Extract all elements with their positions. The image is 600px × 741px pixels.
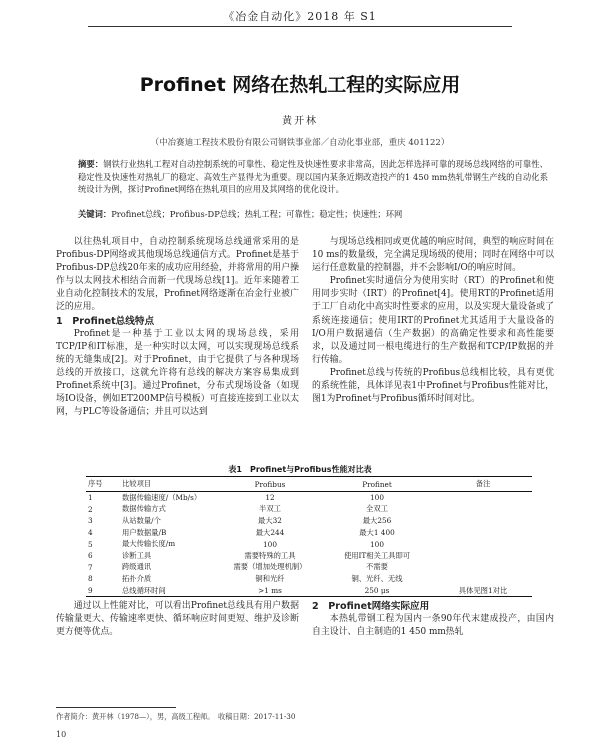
table-header-cell: 备注	[434, 477, 532, 492]
author-footnote: 作者简介：黄开林（1978—），男，高级工程师。 收稿日期：2017-11-30	[56, 712, 296, 721]
abstract-text: 钢铁行业热轧工程对自动控制系统的可靠性、稳定性及快速性要求非常高，因此怎样选择可靠的现场总线网络的可靠性、稳定性及快速性对热轧厂的稳定、高效生产显得尤为重要。现以国内某条近期改造投产的1 450 mm热轧带钢生产线的自动化系统设计为例，探讨Profinet网络在热轧项目的应用及其网络的优化设计。	[78, 159, 548, 194]
table-cell: 数据传输方式	[122, 504, 166, 514]
author-affiliation: （中冶赛迪工程技术股份有限公司钢铁事业部／自动化事业部，重庆 401122）	[150, 138, 450, 148]
table-1-caption: 表1 Profinet与Profibus性能对比表	[228, 465, 372, 474]
section-2-paragraph: 本热轧带钢工程为国内一条90年代末建成投产，由国内自主设计、自主制造的1 450 mm热轧	[312, 614, 554, 638]
footnote-divider	[56, 707, 176, 708]
table-cell: 最大244	[255, 527, 285, 537]
table-cell: 用户数据量/B	[122, 527, 167, 537]
section-1-paragraph: Profinet是一种基于工业以太网的现场总线，采用TCP/IP和IT标准，是一种实时以太网，可以实现现场总线系统的无缝集成[2]。对于Profinet，由于它提供了与各种现场总线的开放接口，这就允许将有总线的解决方案容易集成到Profinet系统中[3]。通过Profinet，分布式现场设备（如现场IO设备，例如ET200MP信号模板）可直接连接到工业以太网，与PLC等设备通信；并且可以达到	[56, 328, 299, 418]
keywords	[78, 208, 548, 220]
table-cell: 1	[88, 493, 93, 503]
table-cell: >1 ms	[220, 585, 320, 597]
table-row	[86, 585, 532, 597]
table-row	[86, 492, 532, 504]
table-cell: 使用IT相关工具即可	[343, 550, 411, 560]
table-cell: 2	[88, 504, 93, 514]
table-cell: 9	[86, 585, 120, 597]
body-bottom-right	[312, 600, 554, 639]
table-cell: 不需要	[366, 562, 388, 572]
table-header-cell: 比较项目	[120, 477, 220, 492]
keywords-text: Profinet总线；Profibus-DP总线；热轧工程；可靠性；稳定性；快速性；环网	[111, 209, 403, 219]
table-header-cell: 序号	[86, 477, 120, 492]
table-cell: 总线循环时间	[120, 585, 220, 597]
table-cell: 全双工	[366, 504, 388, 514]
table-cell: 7	[88, 562, 93, 572]
right-paragraph-1: 与现场总线相同或更优越的响应时间，典型的响应时间在10 ms的数量级，完全满足现场级的使用；同时在网络中可以运行任意数量的控制器，并不会影响I/O的响应时间。	[312, 237, 554, 274]
table-cell: 具体见图1对比	[434, 585, 532, 597]
table-cell: 跨级通讯	[122, 562, 152, 572]
table-cell: 半双工	[259, 504, 281, 514]
article-title: Profinet 网络在热轧工程的实际应用	[139, 74, 461, 96]
table-cell: 100	[370, 493, 384, 503]
table-row	[86, 538, 532, 550]
table-cell: 6	[88, 551, 93, 561]
table-header-cell: Profibus	[220, 477, 320, 492]
table-cell: 250 μs	[320, 585, 434, 597]
table-row	[86, 573, 532, 585]
running-header: 《冶金自动化》2018 年 S1	[223, 10, 377, 23]
table-cell	[434, 550, 532, 562]
table-cell: 最大1 400	[359, 527, 395, 537]
table-cell	[434, 562, 532, 574]
table-cell: 最大32	[258, 515, 282, 525]
table-cell	[434, 492, 532, 504]
abstract-label: 摘要：	[78, 159, 104, 169]
keywords-label: 关键词：	[78, 209, 112, 219]
body-bottom-left	[56, 600, 299, 639]
table-cell: 需要（增加处理机制）	[233, 562, 307, 572]
table-row	[86, 562, 532, 574]
table-header-row	[86, 477, 532, 492]
intro-paragraph: 以往热轧项目中，自动控制系统现场总线通常采用的是Profibus-DP网络或其他现场总线通信方式。Profinet是基于Profibus-DP总线20年来的成功应用经验，并将常用的用户操作与以太网技术相结合而新一代现场总线[1]。近年来随着工业自动化控制技术的发展，Profinet网络逐渐在冶金行业被广泛的应用。	[56, 237, 299, 313]
table-cell: 诊断工具	[122, 550, 152, 560]
table-row	[86, 550, 532, 562]
table-cell: 拓扑介质	[122, 573, 152, 583]
table-header-cell: Profinet	[320, 477, 434, 492]
section-2-heading: 2 Profinet网络实际应用	[312, 601, 430, 612]
table-cell: 3	[88, 516, 93, 526]
table-cell: 8	[88, 574, 93, 584]
table-cell	[434, 527, 532, 539]
table-cell	[434, 515, 532, 527]
body-column-left	[56, 236, 299, 419]
table-row	[86, 527, 532, 539]
table-cell: 100	[370, 539, 384, 549]
table-cell: 数据传输速度/（Mb/s）	[122, 492, 202, 502]
table-cell: 铜和光纤	[255, 573, 285, 583]
section-1-heading: 1 Profinet总线特点	[56, 315, 155, 327]
table-cell: 最大256	[362, 515, 392, 525]
author-name: 黄开林	[282, 116, 318, 127]
table-cell: 12	[265, 493, 275, 503]
table-cell: 铜、光纤、无线	[351, 573, 403, 583]
body-column-right	[312, 236, 554, 406]
table-cell: 需要特殊的工具	[244, 550, 296, 560]
page-number: 10	[56, 730, 67, 739]
table-cell: 4	[88, 528, 93, 538]
table-cell: 从站数量/个	[122, 515, 161, 525]
table-cell: 100	[263, 539, 277, 549]
table-row	[86, 515, 532, 527]
comparison-table	[86, 476, 532, 597]
table-row	[86, 504, 532, 516]
right-paragraph-2: Profinet实时通信分为使用实时（RT）的Profinet和使用同步实时（IRT）的Profinet[4]。使用RT的Profinet适用于工厂自动化中高实时性要求的应用，以及实现大量设备或了系统连接通信；使用IRT的Profinet尤其适用于大量设备的I/O用户数据通信（生产数据）的高确定性要求和高性能要求，以及通过同一根电缆进行的生产数据和TCP/IP数据的并行传输。	[312, 276, 554, 365]
right-paragraph-3: Profinet总线与传统的Profibus总线相比较，具有更优的系统性能，具体详见表1中Profinet与Profibus性能对比，图1为Profinet与Profibus循环时间对比。	[312, 367, 554, 405]
header-divider	[88, 26, 512, 27]
table-cell	[434, 504, 532, 516]
abstract	[78, 158, 548, 196]
table-cell	[434, 538, 532, 550]
conclusion-paragraph: 通过以上性能对比，可以看出Profinet总线具有用户数据传输量更大、传输速率更快、循环响应时间更短、维护及诊断更方便等优点。	[56, 601, 299, 638]
table-cell	[434, 573, 532, 585]
table-cell: 最大传输长度/m	[122, 539, 176, 549]
table-cell: 5	[88, 539, 93, 549]
